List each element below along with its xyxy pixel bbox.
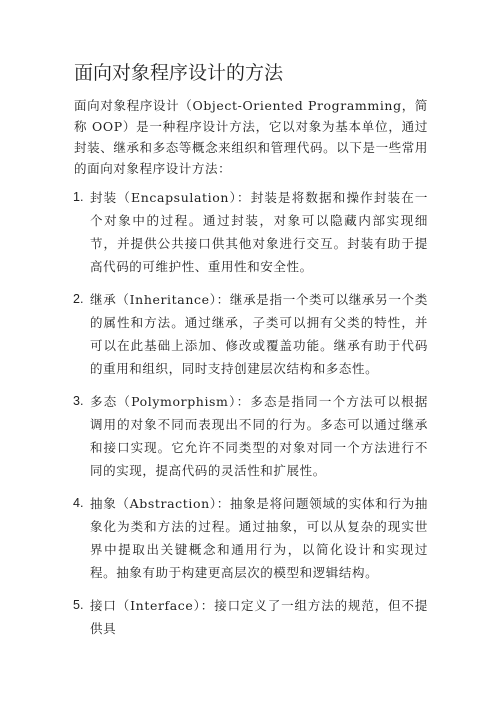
method-list	[74, 186, 428, 640]
list-item-number: 5.	[73, 598, 84, 612]
list-item-text: 接口（Interface）：接口定义了一组方法的规范，但不提供具	[90, 598, 428, 636]
list-item-number: 1.	[73, 190, 84, 204]
list-item-text: 多态（Polymorphism）：多态是指同一个方法可以根据调用的对象不同而表现出不同的行为。多态可以通过继承和接口实现。它允许不同类型的对象对同一个方法进行不同的实现，提高代码的灵活性和扩展性。	[90, 394, 428, 478]
document-title: 面向对象程序设计的方法	[74, 62, 284, 84]
list-item-number: 3.	[73, 394, 84, 408]
list-item	[74, 594, 428, 640]
list-item	[74, 390, 428, 482]
list-item-number: 2.	[73, 292, 84, 306]
list-item-text: 继承（Inheritance）：继承是指一个类可以继承另一个类的属性和方法。通过继承，子类可以拥有父类的特性，并可以在此基础上添加、修改或覆盖功能。继承有助于代码的重用和组织，同时支持创建层次结构和多态性。	[90, 292, 428, 376]
list-item	[74, 288, 428, 380]
list-item	[74, 186, 428, 278]
document-body	[74, 95, 428, 640]
list-item-text: 封装（Encapsulation）：封装是将数据和操作封装在一个对象中的过程。通过封装，对象可以隐藏内部实现细节，并提供公共接口供其他对象进行交互。封装有助于提高代码的可维护性、重用性和安全性。	[90, 190, 428, 274]
list-item-number: 4.	[73, 496, 84, 510]
list-item-text: 抽象（Abstraction）：抽象是将问题领域的实体和行为抽象化为类和方法的过程。通过抽象，可以从复杂的现实世界中提取出关键概念和通用行为，以简化设计和实现过程。抽象有助于构建更高层次的模型和逻辑结构。	[90, 496, 428, 580]
list-item	[74, 492, 428, 584]
intro-paragraph: 面向对象程序设计（Object-Oriented Programming，简称 OOP）是一种程序设计方法，它以对象为基本单位，通过封装、继承和多态等概念来组织和管理代码。以下是一些常用的面向对象程序设计方法：	[74, 98, 428, 176]
